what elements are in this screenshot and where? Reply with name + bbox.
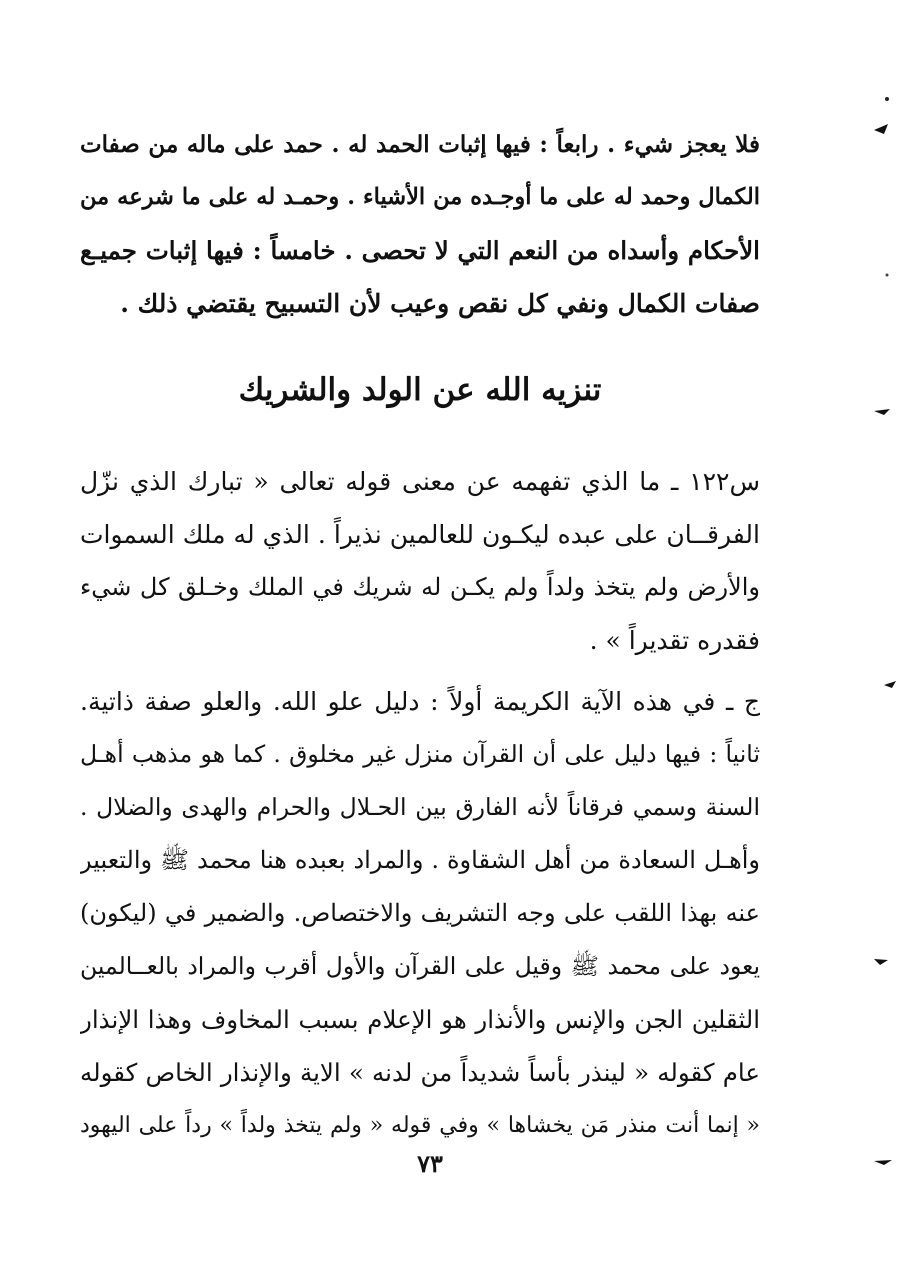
scan-mark-icon xyxy=(872,1155,894,1169)
text-line: فقدره تقديراً » . xyxy=(589,626,760,655)
text-line: عام كقوله « لينذر بأساً شديداً من لدنه » الاية والإنذار الخاص كقوله xyxy=(80,1058,760,1087)
intro-paragraph xyxy=(80,118,760,330)
text-line: وأهـل السعادة من أهل الشقاوة . والمراد بعبده هنا محمد ﷺ والتعبير xyxy=(80,846,760,874)
text-line: والأرض ولم يتخذ ولداً ولم يكـن له شريك في الملك وخـلق كل شيء xyxy=(80,573,760,601)
text-line: الأحكام وأسداه من النعم التي لا تحصى . خامساً : فيها إثبات جميـع xyxy=(80,236,760,265)
text-line: الفرقــان على عبده ليكـون للعالمين نذيراً . الذي له ملك السموات xyxy=(80,520,760,549)
scan-mark-icon xyxy=(872,955,890,969)
scan-dot-icon xyxy=(884,272,890,278)
scan-mark-icon xyxy=(882,677,898,691)
text-line: فلا يعجز شيء . رابعاً : فيها إثبات الحمد له . حمد على ماله من صفات xyxy=(80,131,760,158)
page-number: ٧٣ xyxy=(417,1149,443,1178)
answer-paragraph xyxy=(80,675,760,1152)
text-line: س١٢٢ ـ ما الذي تفهمه عن معنى قوله تعالى « تبارك الذي نزّل xyxy=(80,467,760,496)
scan-mark-icon xyxy=(870,118,892,140)
section-heading: تنزيه الله عن الولد والشريك xyxy=(238,372,602,408)
question-paragraph xyxy=(80,455,760,667)
text-line: ج ـ في هذه الآية الكريمة أولاً : دليل علو الله. والعلو صفة ذاتية. xyxy=(80,687,760,716)
text-line: صفات الكمال ونفي كل نقص وعيب لأن التسبيح يقتضي ذلك . xyxy=(120,289,760,318)
text-line: السنة وسمي فرقاناً لأنه الفارق بين الحـلال والحرام والهدى والضلال . xyxy=(80,793,760,821)
text-line: الكمال وحمد له على ما أوجـده من الأشياء . وحمـد له على ما شرعه من xyxy=(80,184,760,210)
text-line: يعود على محمد ﷺ وقيل على القرآن والأول أقرب والمراد بالعــالمين xyxy=(80,952,760,980)
text-line: عنه بهذا اللقب على وجه التشريف والاختصاص. والضمير في (ليكون) xyxy=(80,899,760,927)
scan-dot-icon xyxy=(884,96,890,102)
scan-mark-icon xyxy=(872,405,892,421)
text-line: « إنما أنت منذر مَن يخشاها » وفي قوله « ولم يتخذ ولداً » رداً على اليهود xyxy=(80,1113,760,1138)
text-line: ثانياً : فيها دليل على أن القرآن منزل غير مخلوق . كما هو مذهب أهـل xyxy=(80,740,760,768)
text-line: الثقلين الجن والإنس والأنذار هو الإعلام بسبب المخاوف وهذا الإنذار xyxy=(80,1005,760,1034)
